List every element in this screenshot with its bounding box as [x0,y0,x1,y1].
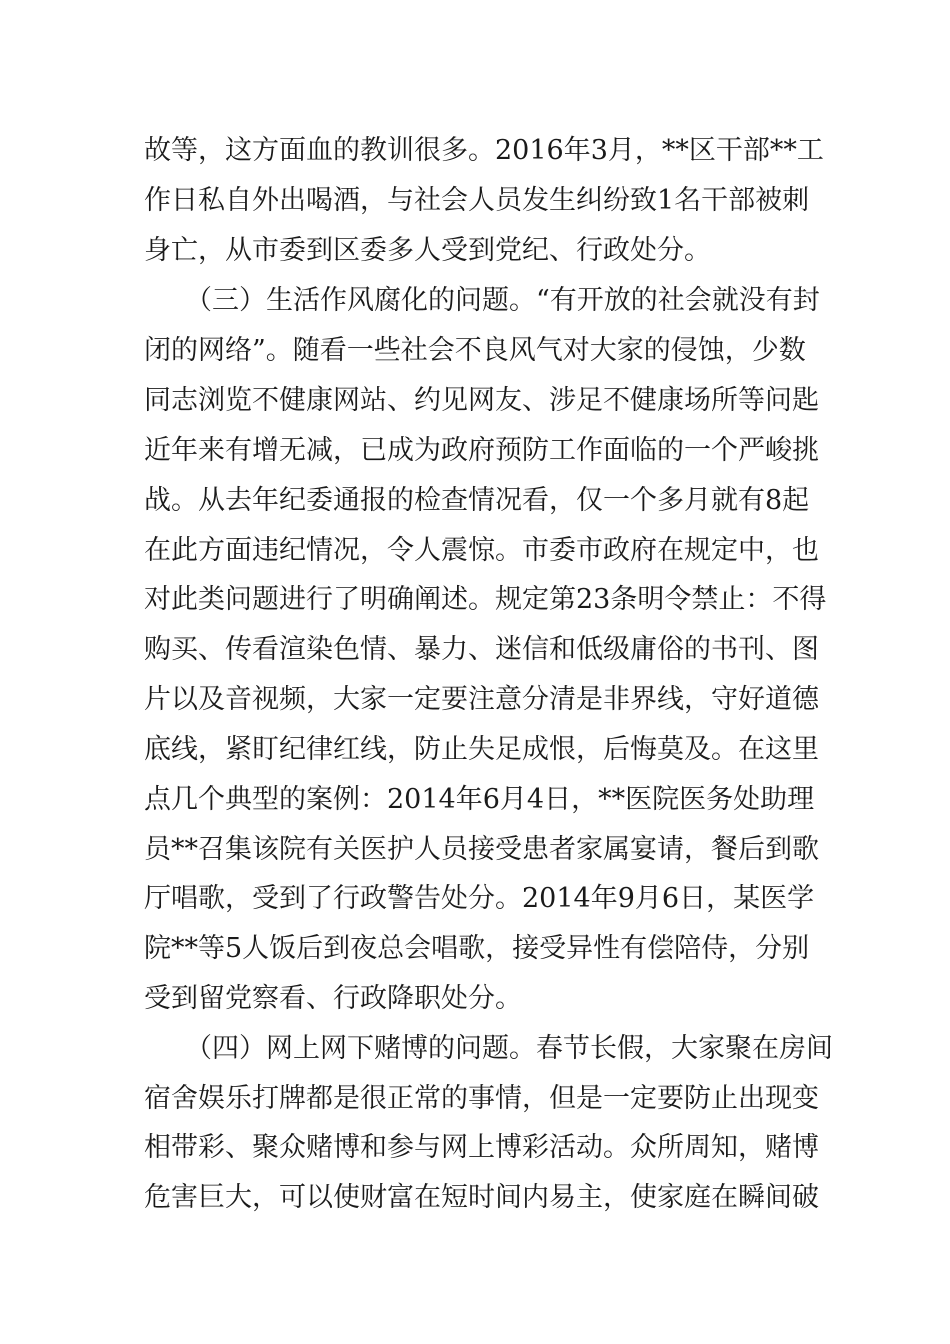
section-heading-3: （三）生活作风腐化的问题。“有开放的社会就没有封 [185,285,820,316]
text-line: 对此类问题进行了明确阐述。规定第23条明令禁止：不得 [144,584,827,615]
section-heading-4: （四）网上网下赌博的问题。春节长假，大家聚在房间 [185,1033,833,1064]
text-line: 员**召集该院有关医护人员接受患者家属宴请，餐后到歌 [144,834,819,865]
text-line: 片以及音视频，大家一定要注意分清是非界线，守好道德 [144,684,819,715]
text-line: 受到留党察看、行政降职处分。 [144,983,522,1014]
text-line: 相带彩、聚众赌博和参与网上博彩活动。众所周知，赌博 [144,1132,819,1163]
text-line: 危害巨大，可以使财富在短时间内易主，使家庭在瞬间破 [144,1182,819,1213]
text-line: 战。从去年纪委通报的检查情况看，仅一个多月就有8起 [144,485,810,516]
text-line: 宿舍娱乐打牌都是很正常的事情，但是一定要防止出现变 [144,1083,819,1114]
text-line: 故等，这方面血的教训很多。2016年3月，**区干部**工 [144,135,824,166]
text-line: 身亡，从市委到区委多人受到党纪、行政处分。 [144,235,711,266]
text-line: 在此方面违纪情况，令人震惊。市委市政府在规定中，也 [144,535,819,566]
text-line: 厅唱歌，受到了行政警告处分。2014年9月6日，某医学 [144,883,815,914]
text-line: 底线，紧盯纪律红线，防止失足成恨，后悔莫及。在这里 [144,734,819,765]
text-line: 近年来有增无减，已成为政府预防工作面临的一个严峻挑 [144,435,819,466]
text-line: 点几个典型的案例：2014年6月4日，**医院医务处助理 [144,784,815,815]
text-line: 同志浏览不健康网站、约见网友、涉足不健康场所等问匙 [144,385,819,416]
text-line: 院**等5人饭后到夜总会唱歌，接受异性有偿陪侍，分别 [144,933,810,964]
text-line: 闭的网络”。随看一些社会不良风气对大家的侵蚀，少数 [144,335,806,366]
text-line: 作日私自外出喝酒，与社会人员发生纠纷致1名干部被刺 [144,185,810,216]
text-line: 购买、传看渲染色情、暴力、迷信和低级庸俗的书刊、图 [144,634,819,665]
